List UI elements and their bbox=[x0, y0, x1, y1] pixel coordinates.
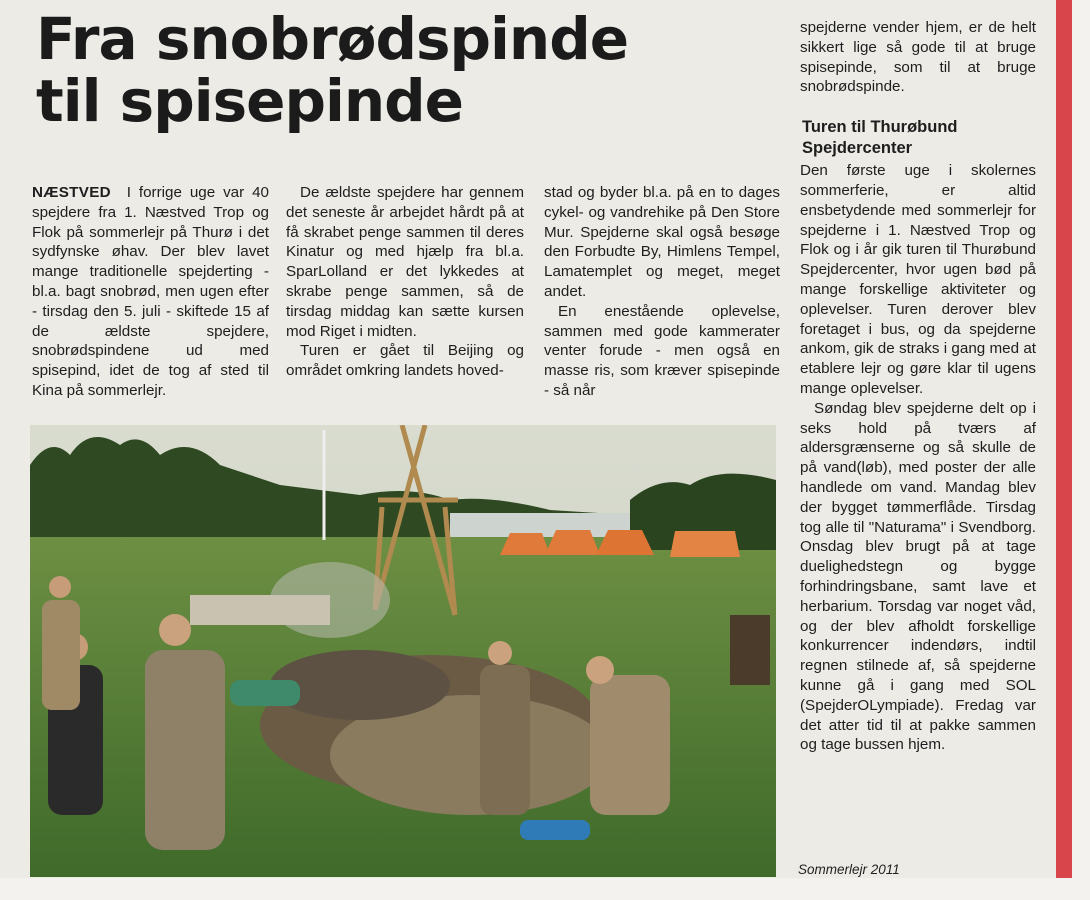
col1-text: I forrige uge var 40 spejdere fra 1. Næstved Trop og Flok på sommerlejr på Thurø i det sydfynske øhav. Der blev lavet mange traditionelle spejderting - bl.a. bagt snobrød, men ugen efter - tirsdag den 5. juli - skiftede 15 af de ældste spejdere, snobrødspindene ud med spisepind, idet de tog af sted til Kina på sommerlejr. bbox=[32, 184, 269, 399]
headline-line-2: til spisepinde bbox=[36, 67, 464, 135]
col4-paragraph-2: Søndag blev spejderne delt op i seks hold på tværs af aldersgrænserne og så skulle de på vand(løb), med poster der alle handlede om vand. Mandag blev der bygget tømmerflåde. Tirsdag tog alle til "Naturama" i Svendborg. Onsdag blev brugt på at tage duelighedstegn og bygge forhindringsbane, samt lave et herbarium. Torsdag var noget våd, og der blev afholdt forskellige konkurrencer indendørs, indtil regnen stilnede af, så spejderne kunne gå i gang med SOL (SpejderOLympiade). Fredag var det atter tid til at pakke sammen og tage bussen hjem. bbox=[800, 399, 1036, 754]
col2-paragraph-2: Turen er gået til Beijing og området omkring landets hoved- bbox=[286, 342, 524, 380]
article-column-4 bbox=[800, 18, 1036, 755]
page-edge-right bbox=[1072, 0, 1090, 900]
page-edge-bottom bbox=[0, 878, 1090, 900]
photo-caption: Sommerlejr 2011 bbox=[798, 862, 900, 877]
col3-paragraph-1: stad og byder bl.a. på en to dages cykel- og vandrehike på Den Store Mur. Spejderne skal også besøge den Forbudte By, Himlens Tempel, Lamatemplet og meget, meget andet. bbox=[544, 184, 780, 300]
headline-line-1: Fra snobrødspinde bbox=[36, 5, 629, 73]
dateline: NÆSTVED bbox=[32, 184, 111, 201]
col4-paragraph-1: Den første uge i skolernes sommerferie, er altid ensbetydende med sommerlejr for spejderne i 1. Næstved Trop og Flok og i år gik turen til Thurøbund Spejdercenter, hvor ugen bød på mange forskellige aktiviteter og oplevelser. Turen derover blev foretaget i bus, og da spejderne ankom, gik de straks i gang med at etablere lejr og gøre klar til ugens mange oplevelser. bbox=[800, 162, 1036, 397]
accent-bar bbox=[1056, 0, 1072, 878]
article-column-3 bbox=[544, 183, 780, 401]
tents bbox=[500, 530, 740, 557]
headline bbox=[36, 5, 776, 135]
scout-camp-photo bbox=[30, 425, 776, 877]
col3-paragraph-2: En enestående oplevelse, sammen med gode kammerater venter forude - men også en masse ris, som kræver spisepinde - så når bbox=[544, 302, 780, 399]
article-column-2 bbox=[286, 183, 524, 381]
col2-paragraph-1: De ældste spejdere har gennem det seneste år arbejdet hårdt på at få skrabet penge sammen til deres Kinatur og med hjælp fra bl.a. SparLolland er det lykkedes at skrabe penge sammen, så de tirsdag middag kan sætte kursen mod Riget i midten. bbox=[286, 184, 524, 340]
col4-continuation: spejderne vender hjem, er de helt sikkert lige så gode til at bruge spisepinde, som til at bruge snobrødspinde. bbox=[800, 19, 1036, 96]
article-column-1 bbox=[32, 183, 269, 401]
subheading: Turen til Thurøbund Spejdercenter bbox=[802, 118, 958, 158]
